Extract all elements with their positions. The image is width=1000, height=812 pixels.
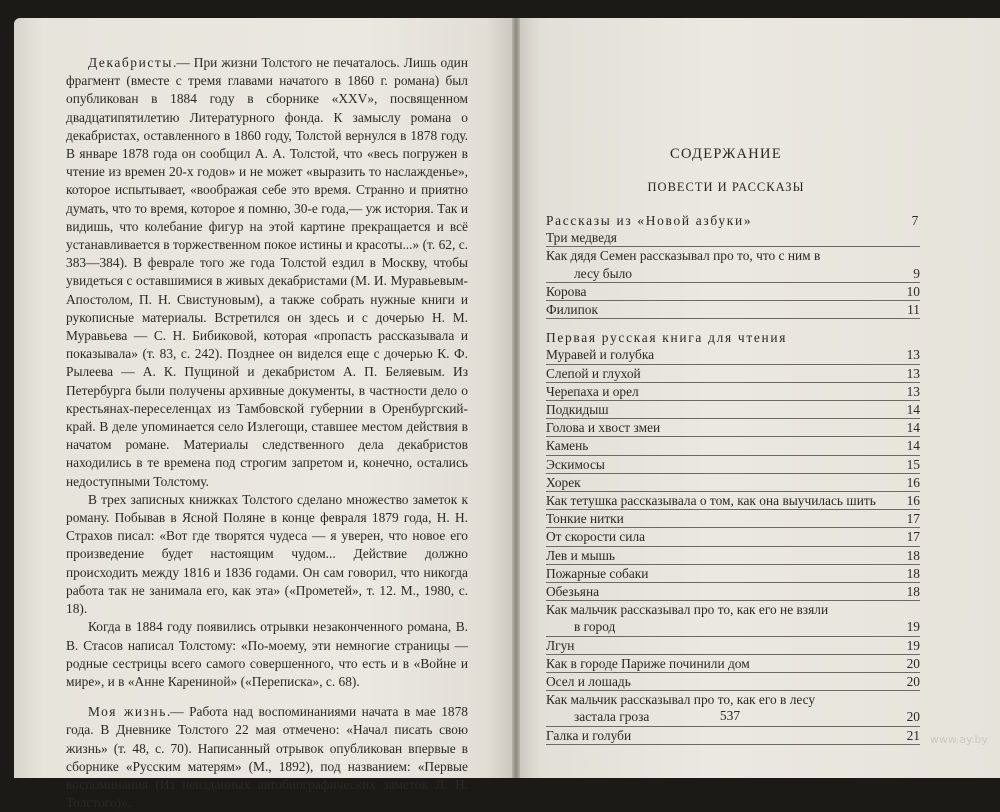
toc-entry-page: 11 <box>907 302 920 318</box>
toc-entry-page: 15 <box>906 456 920 472</box>
toc-entry-page: 18 <box>906 584 920 600</box>
toc-entry-title: Черепаха и орел <box>546 383 639 399</box>
toc-entry <box>546 601 920 636</box>
toc-entry <box>546 456 920 474</box>
toc-entry-title: Три медведя <box>546 230 617 246</box>
toc-entry-page: 17 <box>906 529 920 545</box>
toc-entry-continuation: лесу было <box>574 265 632 281</box>
toc-entry-page: 14 <box>906 420 920 436</box>
toc-entry-title: От скорости сила <box>546 529 646 545</box>
toc-entry-title: Пожарные собаки <box>546 565 649 581</box>
toc-entry <box>546 229 920 247</box>
toc-entry-title: Слепой и глухой <box>546 365 641 381</box>
toc-entry-title: Как мальчик рассказывал про то, как его в лесу <box>546 692 816 708</box>
toc-entry-page: 16 <box>906 474 920 490</box>
toc-section-heading: Первая русская книга для чтения <box>546 330 788 346</box>
toc-entry <box>546 383 920 401</box>
toc-entry-title: Как в городе Париже починили дом <box>546 655 750 671</box>
toc-entry-page: 13 <box>906 383 920 399</box>
commentary-text <box>66 54 468 812</box>
toc-entry <box>546 365 920 383</box>
toc-entry-page: 19 <box>906 619 920 635</box>
toc-entry-page: 20 <box>906 709 920 725</box>
toc-entry-title: Муравей и голубка <box>546 347 655 363</box>
toc-section-heading: Рассказы из «Новой азбуки» 7 <box>546 213 920 228</box>
toc-entry <box>546 474 920 492</box>
toc-entry-page: 14 <box>906 438 920 454</box>
spaced-title: Моя жизнь <box>88 704 167 720</box>
toc-entry <box>546 283 920 301</box>
toc-entry <box>546 583 920 601</box>
toc-entry-title: Корова <box>546 283 587 299</box>
toc-entry-title: Как тетушка рассказывала о том, как она выучилась шить <box>546 493 876 509</box>
toc-entry <box>546 419 920 437</box>
table-of-contents <box>546 212 920 745</box>
toc-entry-title: Голова и хвост змеи <box>546 420 661 436</box>
toc-entry <box>546 565 920 583</box>
spaced-title: Декабристы <box>88 55 173 70</box>
toc-entry-title: Эскимосы <box>546 456 605 472</box>
toc-entry-page: 19 <box>906 637 920 653</box>
paragraph-stasov: Когда в 1884 году появились отрывки незаконченного романа, В. В. Стасов написал Толстому: «По-моему, эти немногие страницы — родные сестрицы всего самого совершенного, что есть и в «Войне и мире», и в «Анне Карениной» («Переписка», с. 68). <box>66 619 468 689</box>
toc-entry <box>546 547 920 565</box>
toc-entry <box>546 510 920 528</box>
contents-title: СОДЕРЖАНИЕ <box>670 146 782 162</box>
page-number: 537 <box>719 708 741 723</box>
toc-entry-page: 9 <box>913 265 920 281</box>
toc-entry-continuation: в город <box>574 619 616 635</box>
toc-entry-title: Тонкие нитки <box>546 511 624 527</box>
toc-entry <box>546 301 920 319</box>
toc-entry <box>546 727 920 745</box>
toc-entry <box>546 637 920 655</box>
toc-entry-page: 14 <box>906 402 920 418</box>
paragraph-decembrists: Декабристы.— При жизни Толстого не печаталось. Лишь один фрагмент (вместе с тремя главами начатого в 1860 г. романа) был опубликован в 1884 году в сборнике «XXV», посвященном двадцатипятилетию Литературного фонда. К замыслу романа о декабристах, оставленного в 1860 году, Толстой вернулся в 1878 году. В январе 1878 года он сообщил А. А. Толстой, что «весь погружен в чтение из времен 20-х годов» и не может «выразить то наслажденье», которое испытывает, «воображая себе это время. Странно и приятно думать, что то время, которое я помню, 30-е года,— уж история. Так и видишь, что колебание фигур на этой картине прекращается и всё устанавливается в торжественном покое истины и красоты...» (т. 62, с. 383—384). В феврале того же года Толстой ездил в Москву, чтобы увидеться с оставшимися в живых декабристами (М. И. Муравьевым-Апостолом, П. Н. Свистуновым), а также собрать нужные книги и рукописные материалы. Встретился он здесь и с дочерью Н. М. Муравьева — С. Н. Бибиковой, которая «пропасть рассказывала и показывала» (т. 83, с. 242). Позднее он виделся еще с дочерью К. Ф. Рылеева — А. К. Пущиной и декабристом А. П. Беляевым. Из Петербурга были получены архивные документы, в частности дело о крестьянах-переселенцах из Тамбовской губернии в Оренбургский-край. В деле упоминается село Излегощи, ставшее местом действия в начатом романе. Материалы следственного дела декабристов находились в те времена под строгим запретом и, конечно, остались недоступными Толстому. <box>66 55 468 489</box>
toc-entry-title: Как мальчик рассказывал про то, как его не взяли <box>546 602 829 618</box>
toc-entry-title: Обезьяна <box>546 584 600 600</box>
toc-entry-title: Филипок <box>546 302 598 318</box>
toc-entry-title: Хорек <box>546 474 581 490</box>
toc-entry <box>546 437 920 455</box>
toc-entry-page: 10 <box>906 283 920 299</box>
toc-entry-title: Лев и мышь <box>546 547 616 563</box>
watermark: www.ay.by <box>929 733 988 746</box>
toc-entry-page: 18 <box>906 565 920 581</box>
toc-entry-page: 16 <box>906 493 920 509</box>
toc-entry <box>546 492 920 510</box>
toc-entry-page: 20 <box>906 674 920 690</box>
toc-entry <box>546 401 920 419</box>
book-spine <box>512 18 520 778</box>
toc-entry-page: 13 <box>906 347 920 363</box>
toc-entry-title: Лгун <box>546 637 575 653</box>
toc-entry <box>546 655 920 673</box>
toc-entry-title: Осел и лошадь <box>546 674 631 690</box>
toc-entry-page: 20 <box>906 655 920 671</box>
toc-entry-page: 13 <box>906 365 920 381</box>
toc-entry-page: 18 <box>906 547 920 563</box>
toc-entry <box>546 247 920 282</box>
paragraph-my-life: Моя жизнь.— Работа над воспоминаниями начата в мае 1878 года. В Дневнике Толстого 22 мая отмечено: «Начал писать свою жизнь» (т. 48, с. 70). Написанный отрывок опубликован впервые в сборнике «Русским матерям» (М., 1892), под названием: «Первые воспоминания (Из неизданных автобиографических заметок Л. Н. Толстого)». <box>66 704 468 811</box>
toc-entry-page: 21 <box>906 727 920 743</box>
toc-entry-page: 17 <box>906 511 920 527</box>
paragraph-notebooks: В трех записных книжках Толстого сделано множество заметок к роману. Побывав в Ясной Поляне в конце февраля 1879 года, Н. Н. Страхов писал: «Вот где творятся чудеса — я уверен, что новое его произведение будет настоящим чудом... Действие должно происходить между 1816 и 1836 годами. Он сам говорил, что никогда работа так не занимала его, как эта» («Прометей», т. 12. М., 1980, с. 18). <box>66 491 468 617</box>
toc-entry-title: Как дядя Семен рассказывал про то, что с ним в <box>546 248 821 264</box>
toc-entry-title: Подкидыш <box>546 402 609 418</box>
toc-entry <box>546 528 920 546</box>
toc-entry-title: Галка и голуби <box>546 727 632 743</box>
contents-subtitle: ПОВЕСТИ И РАССКАЗЫ <box>647 180 805 194</box>
toc-entry-continuation: застала гроза <box>574 709 650 725</box>
toc-entry <box>546 673 920 691</box>
toc-entry <box>546 346 920 364</box>
toc-entry-title: Камень <box>546 438 589 454</box>
